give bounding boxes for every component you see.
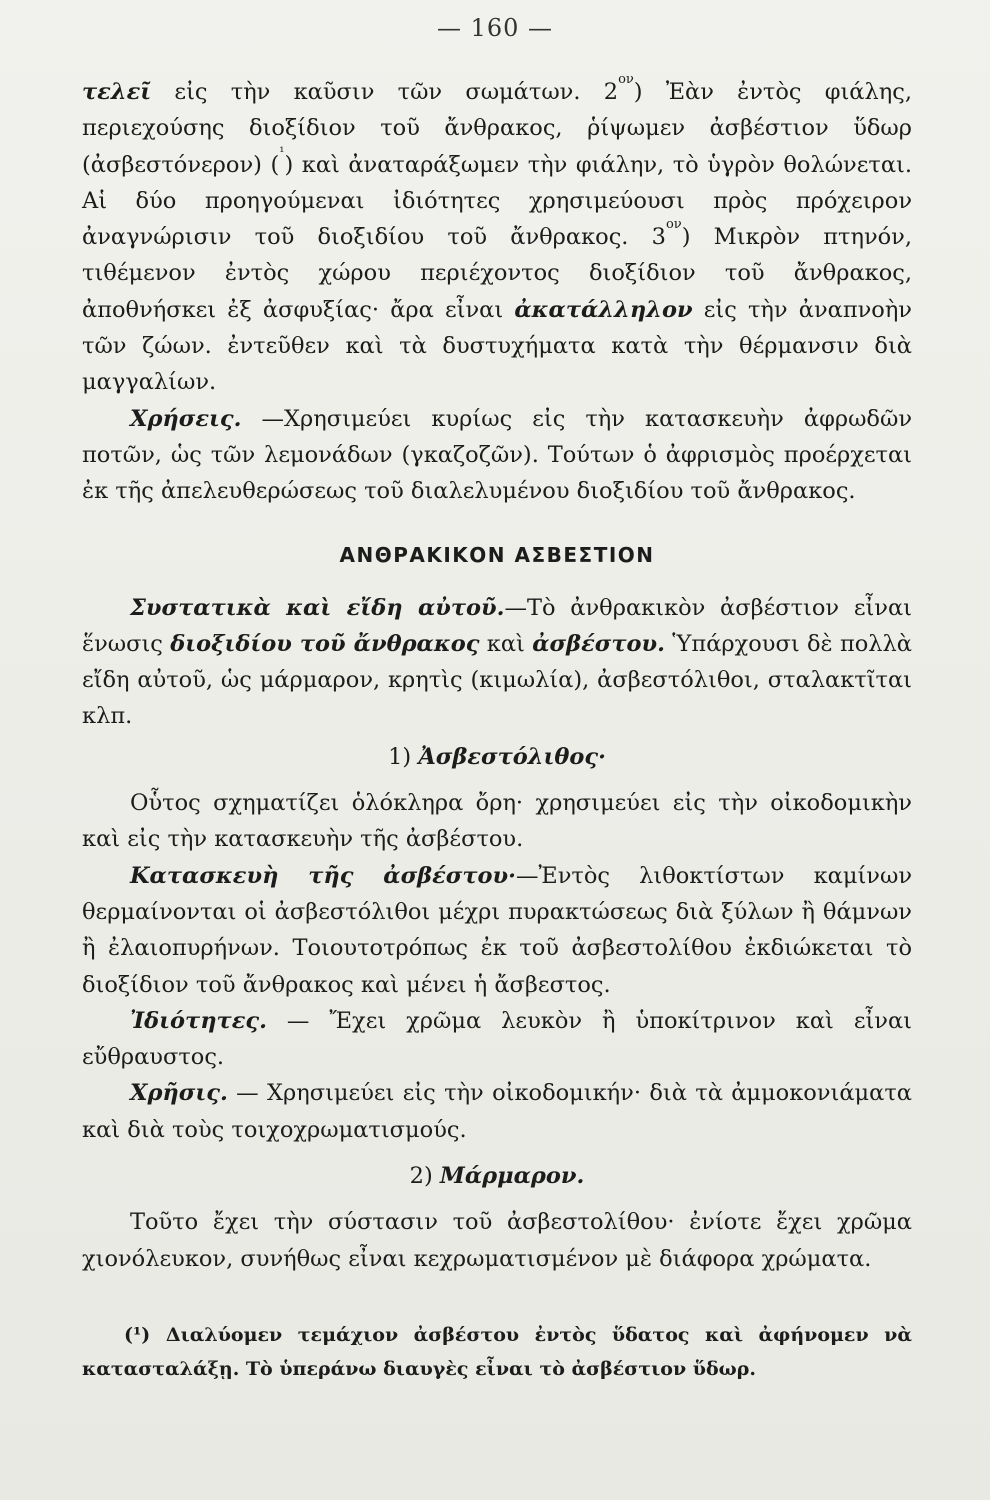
paragraph-co2-properties: τελεῖ εἰς τὴν καῦσιν τῶν σωμάτων. $2^{o\nu}$) Ἐὰν ἐντὸς φιάλης, περιεχούσης διοξίδιον τοῦ ἄνθρακος, ῥίψωμεν ἀσβέστιον ὕδωρ (ἀσβεστόνερον) ($^{^1}$) καὶ ἀναταράξωμεν τὴν φιάλην, τὸ ὑγρὸν θολώνεται. Αἱ δύο προηγούμεναι ἰδιότητες χρησιμεύουσι πρὸς πρόχειρον ἀναγνώρισιν τοῦ διοξιδίου τοῦ ἄνθρακος. $3^{o\nu}$) Μικρὸν πτηνόν, τιθέμενον ἐντὸς χώρου περιέχοντος διοξίδιον τοῦ ἄνθρακος, ἀποθνήσκει ἐξ ἀσφυξίας· ἄρα εἶναι ἀκατάλληλον εἰς τὴν ἀναπνοὴν τῶν ζώων. ἐντεῦθεν καὶ τὰ δυστυχήματα κατὰ τὴν θέρμανσιν διὰ μαγγαλίων.	[82, 72, 913, 396]
subheading-limestone: 1) Ἀσβεστόλιθος·	[388, 743, 606, 770]
label-properties: Ἰδιότητες.	[130, 1007, 267, 1034]
paragraph-co2-uses: Χρήσεις. —Χρησιμεύει κυρίως εἰς τὴν κατασκευὴν ἀφρωδῶν ποτῶν, ὡς τῶν λεμονάδων (γκαζοζῶν). Τούτων ὁ ἀφρισμὸς προέρχεται ἐκ τῆς ἀπελευθερώσεως τοῦ διαλελυμένου διοξιδίου τοῦ ἄνθρακος.	[82, 405, 912, 505]
paragraph-lime-uses: Χρῆσις. — Χρησιμεύει εἰς τὴν οἰκοδομικήν· διὰ τὰ ἀμμοκονιάματα καὶ διὰ τοὺς τοιχοχρωματισμούς.	[82, 1080, 912, 1143]
label-composition: Συστατικὰ καὶ εἴδη αὐτοῦ.	[130, 594, 505, 621]
paragraph-limestone: Οὗτος σχηματίζει ὁλόκληρα ὄρη· χρησιμεύει εἰς τὴν οἰκοδομικὴν καὶ εἰς τὴν κατασκευὴν τῆς ἀσβέστου.	[82, 790, 912, 853]
page-number: — 160 —	[436, 14, 554, 42]
label-use: Χρῆσις.	[130, 1080, 228, 1107]
lead-word: τελεῖ	[82, 79, 152, 105]
footnote-ref: ¹	[279, 144, 285, 160]
paragraph-properties: Ἰδιότητες. — Ἔχει χρῶμα λευκὸν ἢ ὑποκίτρινον καὶ εἶναι εὔθραυστος.	[82, 1007, 912, 1071]
label-uses: Χρήσεις.	[130, 405, 242, 432]
footnote-mark: (¹)	[124, 1324, 151, 1346]
section-heading: ΑΝΘΡΑΚΙΚΟΝ ΑΣΒΕΣΤΙΟΝ	[339, 542, 655, 567]
page-body	[82, 74, 912, 1277]
label-making: Κατασκευὴ τῆς ἀσβέστου·	[130, 862, 516, 889]
paragraph-composition: Συστατικὰ καὶ εἴδη αὐτοῦ.—Τὸ ἀνθρακικὸν ἀσβέστιον εἶναι ἕνωσις διοξιδίου τοῦ ἄνθρακος καὶ ἀσβέστου. Ὑπάρχουσι δὲ πολλὰ εἴδη αὐτοῦ, ὡς μάρμαρον, κρητὶς (κιμωλία), ἀσβεστόλιθοι, σταλακτῖται κλπ.	[82, 594, 913, 730]
paragraph-lime-making: Κατασκευὴ τῆς ἀσβέστου·—Ἐντὸς λιθοκτίστων καμίνων θερμαίνονται οἱ ἀσβεστόλιθοι μέχρι πυρακτώσεως διὰ ξύλων ἢ θάμνων ἢ ἐλαιοπυρήνων. Τοιουτοτρόπως ἐκ τοῦ ἀσβεστολίθου ἐκδιώκεται τὸ διοξίδιον τοῦ ἄνθρακος καὶ μένει ἡ ἄσβεστος.	[82, 862, 913, 998]
subheading-marble: 2) Μάρμαρον.	[409, 1163, 585, 1190]
emphasis-unsuitable: ἀκατάλληλον	[514, 296, 693, 323]
paragraph-marble: Τοῦτο ἔχει τὴν σύστασιν τοῦ ἀσβεστολίθου· ἐνίοτε ἔχει χρῶμα χιονόλευκον, συνήθως εἶναι κεχρωματισμένον μὲ διάφορα χρώματα.	[82, 1209, 912, 1272]
footnote: (¹) Διαλύομεν τεμάχιον ἀσβέστου ἐντὸς ὕδατος καὶ ἀφήνομεν νὰ κατασταλάξῃ. Τὸ ὑπεράνω διαυγὲς εἶναι τὸ ἀσβέστιον ὕδωρ.	[82, 1324, 912, 1380]
